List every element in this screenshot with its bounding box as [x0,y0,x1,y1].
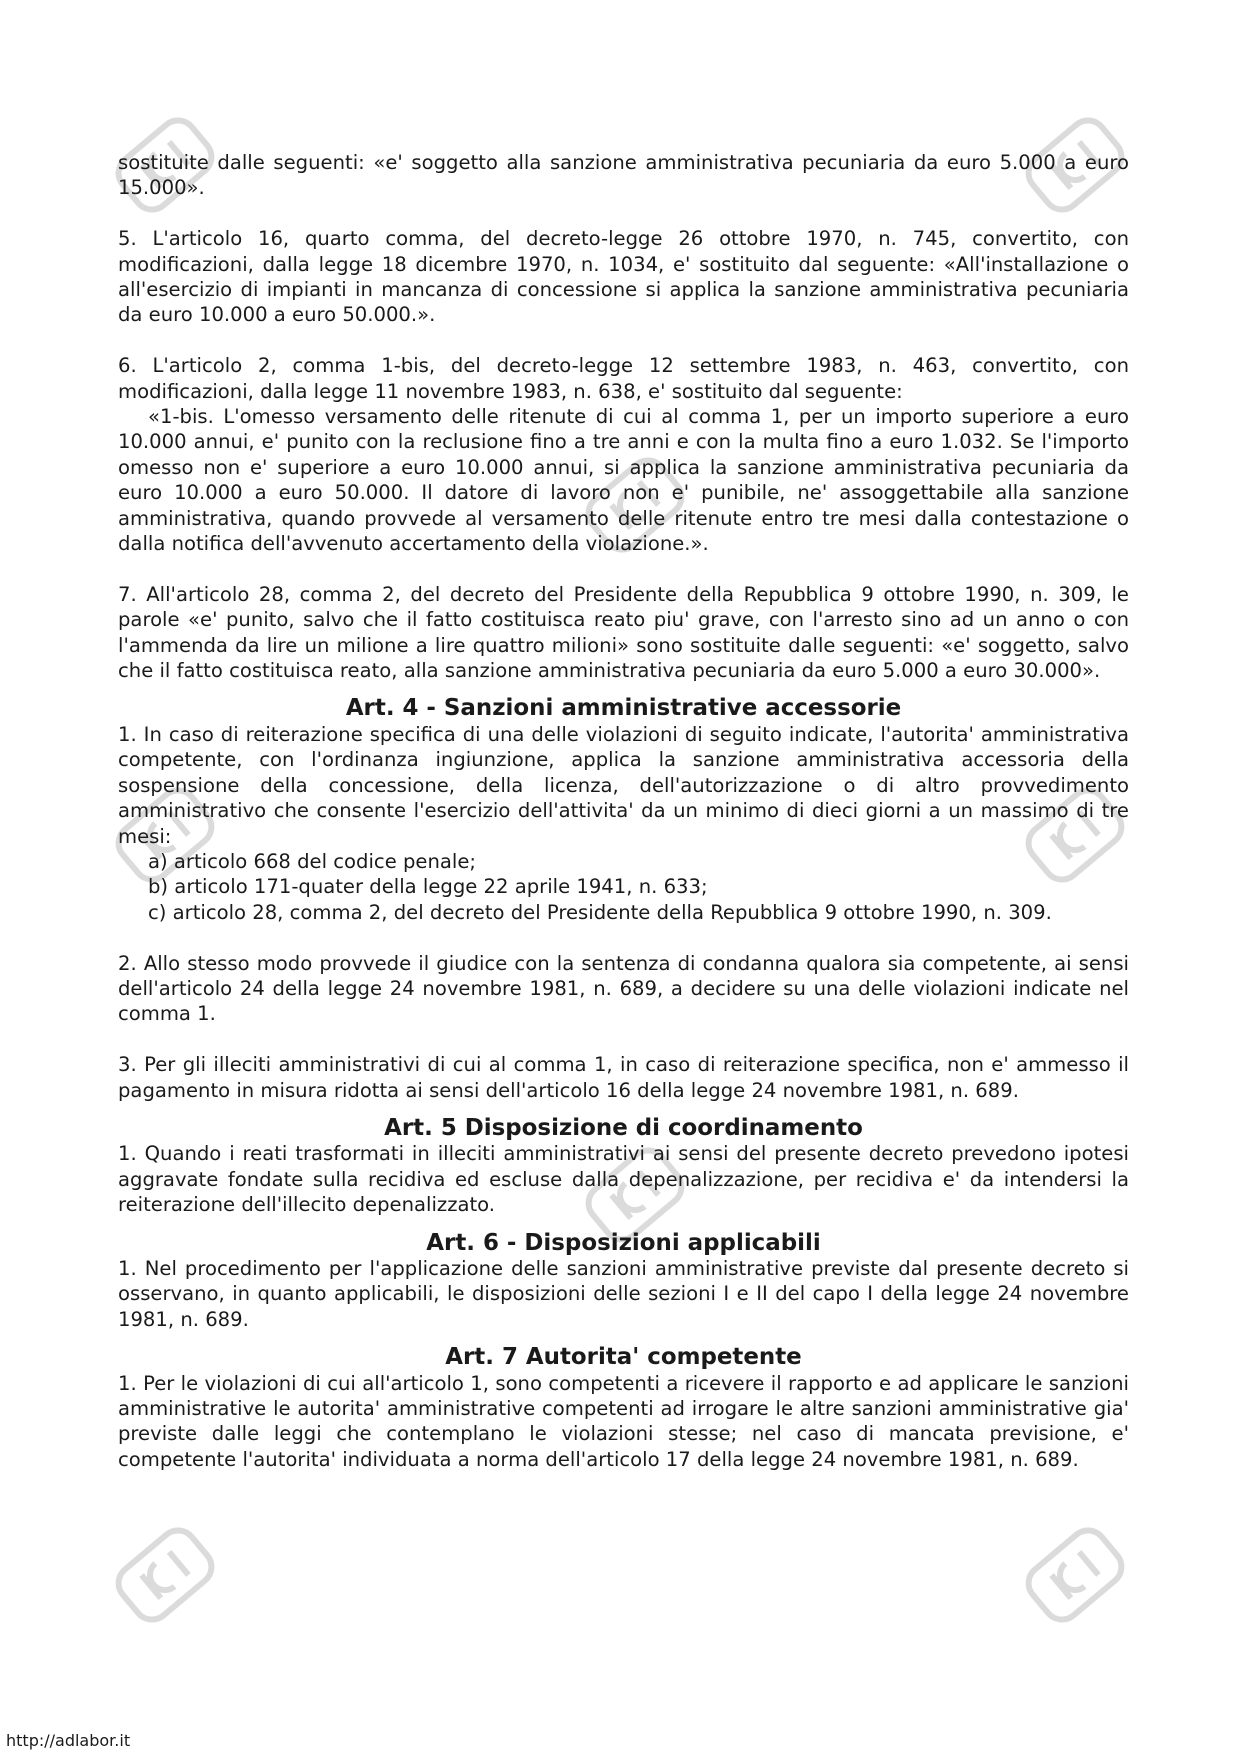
art4-item-b: b) articolo 171-quater della legge 22 aprile 1941, n. 633; [148,875,708,899]
art4-comma-1: 1. In caso di reiterazione specifica di una delle violazioni di seguito indicate, l'autorita' amministrativa competente, con l'ordinanza ingiunzione, applica la sanzione amministrativa accessoria della sospensione della concessione, della licenza, dell'autorizzazione o di altro provvedimento amministrativo che consente l'esercizio dell'attivita' da un minimo di dieci giorni a un massimo di tre mesi: [118,722,1129,848]
paragraph-7: 7. All'articolo 28, comma 2, del decreto del Presidente della Repubblica 9 ottobre 1990, n. 309, le parole «e' punito, salvo che il fatto costituisca reato piu' grave, con l'arresto sino ad un anno o con l'ammenda da lire un milione a lire quattro milioni» sono sostituite dalle seguenti: «e' soggetto, salvo che il fatto costituisca reato, alla sanzione amministrativa pecuniaria da euro 5.000 a euro 30.000». [118,582,1129,683]
art7-heading: Art. 7 Autorita' competente [445,1344,802,1371]
footer-url: http://adlabor.it [6,1731,131,1750]
paragraph-5: 5. L'articolo 16, quarto comma, del decreto-legge 26 ottobre 1970, n. 745, convertito, con modificazioni, dalla legge 18 dicembre 1970, n. 1034, e' sostituito dal seguente: «All'installazione o all'esercizio di impianti in mancanza di concessione si applica la sanzione amministrativa pecuniaria da euro 10.000 a euro 50.000.». [118,227,1129,327]
watermark-logo-icon [1000,1500,1150,1650]
art7-comma-1: 1. Per le violazioni di cui all'articolo 1, sono competenti a ricevere il rapporto e ad applicare le sanzioni amministrative le autorita' amministrative competenti ad irrogare le altre sanzioni amministrative gia' previste dalle leggi che contemplano le violazioni stesse; nel caso di mancata previsione, e' competente l'autorita' individuata a norma dell'articolo 17 della legge 24 novembre 1981, n. 689. [118,1371,1129,1471]
paragraph-6-quote: «1-bis. L'omesso versamento delle ritenute di cui al comma 1, per un importo superiore a euro 10.000 annui, e' punito con la reclusione fino a tre anni e con la multa fino a euro 1.032. Se l'importo omesso non e' superiore a euro 10.000 annui, si applica la sanzione amministrativa pecuniaria da euro 10.000 a euro 50.000. Il datore di lavoro non e' punibile, ne' assoggettabile alla sanzione amministrativa, quando provvede al versamento delle ritenute entro tre mesi dalla contestazione o dalla notifica dell'avvenuto accertamento della violazione.». [118,405,1129,556]
art6-heading: Art. 6 - Disposizioni applicabili [426,1229,821,1256]
art4-item-c: c) articolo 28, comma 2, del decreto del Presidente della Repubblica 9 ottobre 1990, n. 309. [148,900,1052,924]
art4-comma-3: 3. Per gli illeciti amministrativi di cui al comma 1, in caso di reiterazione specifica, non e' ammesso il pagamento in misura ridotta ai sensi dell'articolo 16 della legge 24 novembre 1981, n. 689. [118,1053,1129,1102]
art4-item-a: a) articolo 668 del codice penale; [148,849,476,873]
watermark-logo-icon [90,1500,240,1650]
paragraph-6: 6. L'articolo 2, comma 1-bis, del decreto-legge 12 settembre 1983, n. 463, convertito, con modificazioni, dalla legge 11 novembre 1983, n. 638, e' sostituito dal seguente: [118,354,1129,403]
paragraph-intro: sostituite dalle seguenti: «e' soggetto alla sanzione amministrativa pecuniaria da euro 5.000 a euro 15.000». [118,151,1129,200]
art4-comma-2: 2. Allo stesso modo provvede il giudice con la sentenza di condanna qualora sia competente, ai sensi dell'articolo 24 della legge 24 novembre 1981, n. 689, a decidere su una delle violazioni indicate nel comma 1. [118,951,1129,1026]
document-body [118,150,1129,1472]
art5-heading: Art. 5 Disposizione di coordinamento [384,1114,863,1141]
art6-comma-1: 1. Nel procedimento per l'applicazione delle sanzioni amministrative previste dal presente decreto si osservano, in quanto applicabili, le disposizioni delle sezioni I e II del capo I della legge 24 novembre 1981, n. 689. [118,1256,1129,1331]
art5-comma-1: 1. Quando i reati trasformati in illeciti amministrativi ai sensi del presente decreto prevedono ipotesi aggravate fondate sulla recidiva ed escluse dalla depenalizzazione, per recidiva e' da intendersi la reiterazione dell'illecito depenalizzato. [118,1142,1129,1217]
art4-heading: Art. 4 - Sanzioni amministrative accessorie [345,695,902,722]
